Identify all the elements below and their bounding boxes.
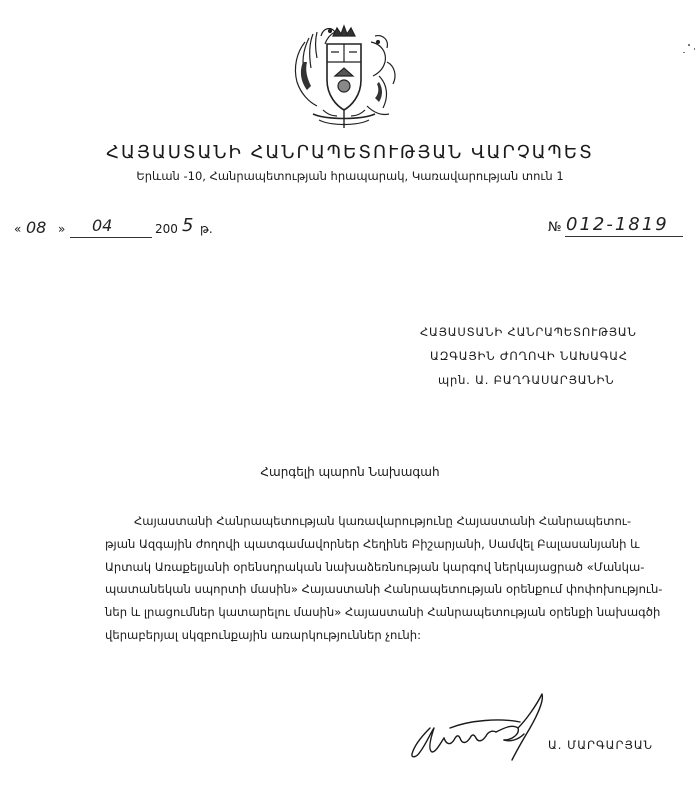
body-line-4: պատանեկան սպորտի մասին» Հայաստանի Հանրապետության օրենքում փոփոխություն-	[105, 582, 663, 597]
scan-speck	[694, 48, 695, 50]
document-number-label: №	[548, 220, 562, 235]
date-line	[14, 215, 244, 242]
body-line-6: վերաբերյալ սկզբունքային առարկություններ չունի:	[105, 627, 422, 642]
date-month-underline	[70, 237, 152, 238]
date-day: 08	[26, 218, 47, 237]
scan-speck	[683, 52, 685, 53]
body-line-2: թյան Ազգային ժողովի պատգամավորներ Հեղինե Բիշարյանի, Սամվել Բալասանյանի և	[105, 536, 640, 551]
body-line-1: Հայաստանի Հանրապետության կառավարությունը Հայաստանի Հանրապետու-	[134, 514, 632, 528]
addressee-line-1: ՀԱՅԱՍՏԱՆԻ ՀԱՆՐԱՊԵՏՈՒԹՅԱՆ	[420, 325, 637, 339]
government-title: ՀԱՅԱՍՏԱՆԻ ՀԱՆՐԱՊԵՏՈՒԹՅԱՆ ՎԱՐՉԱՊԵՏ	[106, 142, 594, 163]
document-number	[548, 212, 698, 238]
addressee-line-2: ԱԶԳԱՅԻՆ ԺՈՂՈՎԻ ՆԱԽԱԳԱՀ	[430, 349, 628, 363]
document-number-underline	[565, 236, 683, 237]
signer-name: Ա. ՄԱՐԳԱՐՅԱՆ	[548, 738, 654, 752]
government-address: Երևան -10, Հանրապետության հրապարակ, Կառավարության տուն 1	[136, 169, 564, 183]
date-year-mark: թ.	[200, 222, 213, 236]
date-open-quote: «	[14, 222, 22, 236]
date-close-quote: »	[58, 222, 66, 236]
body-line-3: Արտակ Առաքելյանի օրենսդրական նախաձեռնության կարգով ներկայացրած «Մանկա-	[105, 559, 645, 574]
addressee-block	[420, 320, 637, 392]
body-line-5: ներ և լրացումներ կատարելու մասին» Հայաստանի Հանրապետության օրենքի նախագծի	[105, 605, 661, 620]
addressee-line-3: պրն. Ա. ԲԱՂԴԱՍԱՐՅԱՆԻՆ	[438, 373, 615, 387]
handwritten-signature	[400, 688, 550, 770]
document-number-value: 012-1819	[566, 214, 669, 235]
date-month: 04	[92, 216, 113, 235]
date-year-suffix: 5	[182, 215, 194, 236]
salutation: Հարգելի պարոն Նախագահ	[260, 465, 440, 479]
date-year-prefix: 200	[155, 222, 178, 236]
letter-body	[105, 510, 663, 647]
scan-speck	[688, 44, 690, 46]
coat-of-arms-emblem	[283, 22, 405, 132]
